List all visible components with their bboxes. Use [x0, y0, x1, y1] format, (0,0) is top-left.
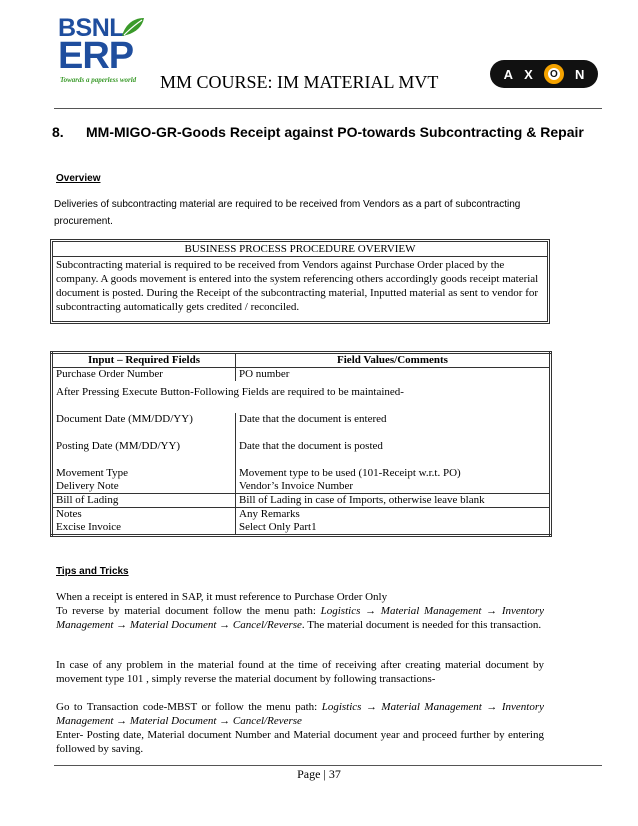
table-row: [52, 467, 551, 480]
table-row: [52, 368, 551, 382]
logo-bsnl-text: BSNL: [58, 14, 125, 42]
tip-paragraph: In case of any problem in the material found at the time of receiving after creating material document by movement type 101 , simply reverse the material document by following transactions-: [56, 659, 544, 685]
fields-table: [50, 351, 552, 537]
axon-letter-o: O: [549, 68, 558, 80]
axon-letter-a: A: [503, 66, 513, 82]
table-note: After Pressing Execute Button-Following Fields are required to be maintained-: [56, 386, 404, 398]
section-title-text: MM-MIGO-GR-Goods Receipt against PO-towards Subcontracting & Repair: [86, 124, 584, 140]
overview-heading: Overview: [56, 173, 101, 184]
field-label: Bill of Lading: [52, 494, 236, 508]
field-label: Posting Date (MM/DD/YY): [52, 440, 236, 467]
menu-path: Logistics → Material Management → Inventory Management → Material Document → Cancel/Reverse: [56, 701, 544, 727]
tip-text: Go to Transaction code-MBST or follow the menu path:: [56, 701, 322, 713]
table-row: [52, 521, 551, 536]
footer-rule: [54, 765, 602, 766]
field-value: Any Remarks: [236, 508, 551, 522]
bsnl-erp-logo: [56, 14, 156, 84]
axon-letter-x: X: [524, 66, 533, 82]
overview-text: Deliveries of subcontracting material are required to be received from Vendors as a part of subcontracting procurement.: [54, 199, 521, 227]
section-number: 8.: [52, 124, 64, 140]
table-row: [52, 381, 551, 413]
tip-text: . The material document is needed for this transaction.: [301, 619, 542, 631]
field-label: Document Date (MM/DD/YY): [52, 413, 236, 440]
tip-paragraph: Enter- Posting date, Material document Number and Material document year and proceed further by entering followed by saving.: [56, 729, 544, 755]
table-row: [52, 440, 551, 467]
field-value: Movement type to be used (101-Receipt w.r.t. PO): [239, 467, 461, 479]
column-header-values: Field Values/Comments: [236, 353, 551, 368]
tip-paragraph: [56, 604, 544, 632]
field-label: Notes: [52, 508, 236, 522]
column-header-input: Input – Required Fields: [52, 353, 236, 368]
table-row: [52, 494, 551, 508]
field-value: Select Only Part1: [239, 521, 317, 533]
tip-paragraph: When a receipt is entered in SAP, it must reference to Purchase Order Only: [56, 591, 388, 603]
table-row: [52, 508, 551, 522]
table-row: [52, 480, 551, 494]
field-value: Bill of Lading in case of Imports, otherwise leave blank: [236, 494, 551, 508]
axon-letter-n: N: [575, 66, 585, 82]
tips-heading: Tips and Tricks: [56, 566, 129, 577]
tip-text: To reverse by material document follow the menu path:: [56, 605, 321, 617]
menu-path: Logistics → Material Management → Inventory Management → Material Document → Cancel/Reverse: [56, 605, 544, 631]
tip-paragraph: [56, 700, 544, 728]
course-title: MM COURSE: IM MATERIAL MVT: [160, 72, 439, 92]
logo-tagline: Towards a paperless world: [60, 76, 137, 84]
process-overview-box: [50, 239, 550, 324]
field-value: Vendor’s Invoice Number: [239, 480, 354, 492]
header-rule: [54, 108, 602, 109]
axon-o-ring: [544, 64, 564, 84]
section-title: [52, 124, 584, 140]
field-value: Date that the document is entered: [239, 413, 387, 425]
field-label: Delivery Note: [52, 480, 236, 494]
field-value: PO number: [239, 368, 290, 380]
page-number: Page | 37: [297, 767, 341, 781]
table-row: [52, 413, 551, 440]
logo-erp-text: ERP: [58, 35, 134, 77]
axon-logo: [490, 60, 598, 88]
process-overview-heading: BUSINESS PROCESS PROCEDURE OVERVIEW: [53, 242, 547, 257]
field-label: Movement Type: [52, 467, 236, 480]
field-value: Date that the document is posted: [239, 440, 383, 452]
process-overview-body: Subcontracting material is required to be received from Vendors against Purchase Order placed by the company. A goods movement is entered into the system referencing others accordingly goods receipt material document is posted. During the Receipt of the subcontracting material, Inputted material as sent to vendor for subcontracting automatically gets credited / reconciled.: [56, 259, 539, 313]
field-label: Purchase Order Number: [52, 368, 236, 382]
table-header-row: [52, 353, 551, 368]
field-label: Excise Invoice: [52, 521, 236, 536]
